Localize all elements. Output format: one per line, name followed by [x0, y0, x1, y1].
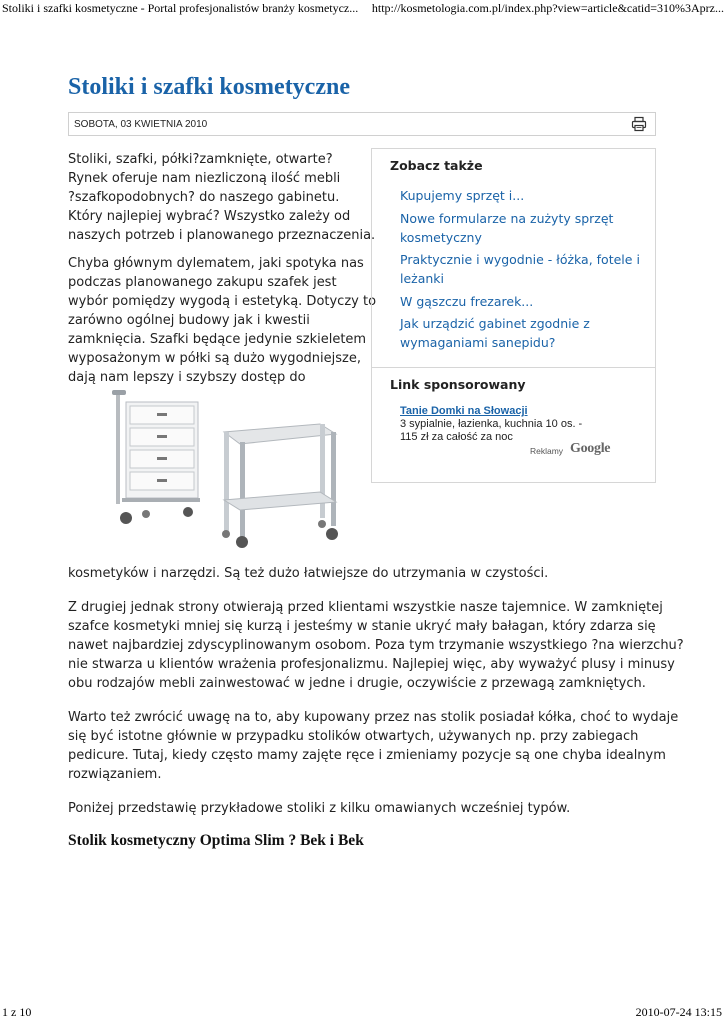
print-footer-datetime: 2010-07-24 13:15 [635, 1005, 722, 1019]
text-line: 3 sypialnie, łazienka, kuchnia 10 os. - [400, 418, 583, 430]
text-line: nie stwarza u klientów wrażenia profesjonalizmu. Najlepiej więc, aby wyważyć plusy i minusy [68, 657, 675, 672]
print-header-url: http://kosmetologia.com.pl/index.php?view=article&catid=310%3Aprz... [371, 1, 724, 15]
article-date: SOBOTA, 03 KWIETNIA 2010 [74, 119, 208, 130]
text-line: dają nam lepszy i szybszy dostęp do [68, 370, 306, 385]
print-header-title: Stoliki i szafki kosmetyczne - Portal profesjonalistów branży kosmetycz... [2, 1, 359, 15]
text-line: podczas planowanego zakupu szafek jest [68, 275, 337, 290]
text-line: Chyba głównym dylematem, jaki spotyka nas [68, 256, 364, 271]
related-link[interactable] [400, 292, 650, 311]
link-text: W gąszczu frezarek... [400, 294, 534, 309]
product-subheading: Stolik kosmetyczny Optima Slim ? Bek i Bek [68, 832, 364, 849]
link-text: wymaganiami sanepidu? [400, 335, 556, 350]
text-line: zarówno ogólnej budowy jak i kwestii [68, 313, 310, 328]
text-line: ?szafkopodobnych? do naszego gabinetu. [68, 190, 340, 205]
link-text: Praktycznie i wygodnie - łóżka, fotele i [400, 252, 640, 267]
text-line: wybór pomiędzy wygodą i estetyką. Dotyczy to [68, 294, 377, 309]
text-line: Z drugiej jednak strony otwierają przed klientami wszystkie nasze tajemnice. W zamkniętej [68, 600, 663, 615]
link-text: Kupujemy sprzęt i... [400, 188, 525, 203]
article-date-bar [68, 112, 656, 136]
see-also-heading: Zobacz także [390, 158, 483, 173]
related-link[interactable] [400, 250, 650, 288]
text-line: Który najlepiej wybrać? Wszystko zależy od [68, 209, 351, 224]
article-title: Stoliki i szafki kosmetyczne [68, 74, 350, 100]
text-line: się być istotne głównie w przypadku stolików otwartych, używanych np. przy zabiegach [68, 729, 639, 744]
link-text: kosmetyczny [400, 230, 482, 245]
link-text: Jak urządzić gabinet zgodnie z [400, 316, 590, 331]
google-logo[interactable]: Google [570, 441, 611, 456]
link-text: Nowe formularze na zużyty sprzęt [400, 211, 614, 226]
text-line: Stoliki, szafki, półki?zamknięte, otwarte? [68, 152, 333, 167]
text-line: naszych potrzeb i planowanego przeznaczenia. [68, 228, 376, 243]
sidebar-box [371, 148, 656, 483]
text-line: zamknięcia. Szafki będące jedynie szkieletem [68, 332, 367, 347]
closed-cabinet-image [104, 388, 204, 528]
related-link[interactable] [400, 209, 650, 247]
text-line: wyposażonym w półki są dużo wygodniejsze, [68, 351, 361, 366]
print-footer-page: 1 z 10 [2, 1005, 32, 1019]
text-line: pedicure. Tutaj, kiedy często mamy zajęte ręce i zmieniamy pozycje są one chyba idealnym [68, 748, 666, 763]
text-line: nawet najbardziej zdyscyplinowanym osobom. Poza tym trzymanie wszystkiego ?na wierzchu? [68, 638, 684, 653]
closed-cabinet-paragraph [68, 598, 684, 693]
text-line: 115 zł za całość za noc [400, 431, 513, 443]
ads-by-label[interactable]: Reklamy [530, 446, 564, 456]
related-link[interactable] [400, 186, 650, 205]
printer-icon[interactable] [631, 116, 647, 132]
open-trolley-image [210, 418, 342, 552]
ad-title-link[interactable]: Tanie Domki na Słowacji [400, 405, 528, 417]
dilemma-paragraph [68, 254, 376, 387]
examples-intro: Poniżej przedstawię przykładowe stoliki z kilku omawianych wcześniej typów. [68, 801, 571, 816]
text-line: Warto też zwrócić uwagę na to, aby kupowany przez nas stolik posiadał kółka, choć to wydaje [68, 710, 679, 725]
link-text: leżanki [400, 271, 445, 286]
text-line: obu rodzajów mebli zainwestować w jedne i drugie, oczywiście z przewagą zamkniętych. [68, 676, 646, 691]
related-link[interactable] [400, 314, 650, 352]
sponsored-heading: Link sponsorowany [390, 377, 526, 392]
text-line: szafce kosmetyki mniej się kurzą i jesteśmy w stanie ukryć mały bałagan, który zdarza się [68, 619, 656, 634]
sidebar-divider [372, 367, 655, 368]
intro-paragraph [68, 150, 375, 245]
wheels-paragraph [68, 708, 678, 784]
text-line: rozwiązaniem. [68, 767, 162, 782]
dilemma-continuation: kosmetyków i narzędzi. Są też dużo łatwiejsze do utrzymania w czystości. [68, 566, 549, 581]
text-line: Rynek oferuje nam niezliczoną ilość mebli [68, 171, 341, 186]
